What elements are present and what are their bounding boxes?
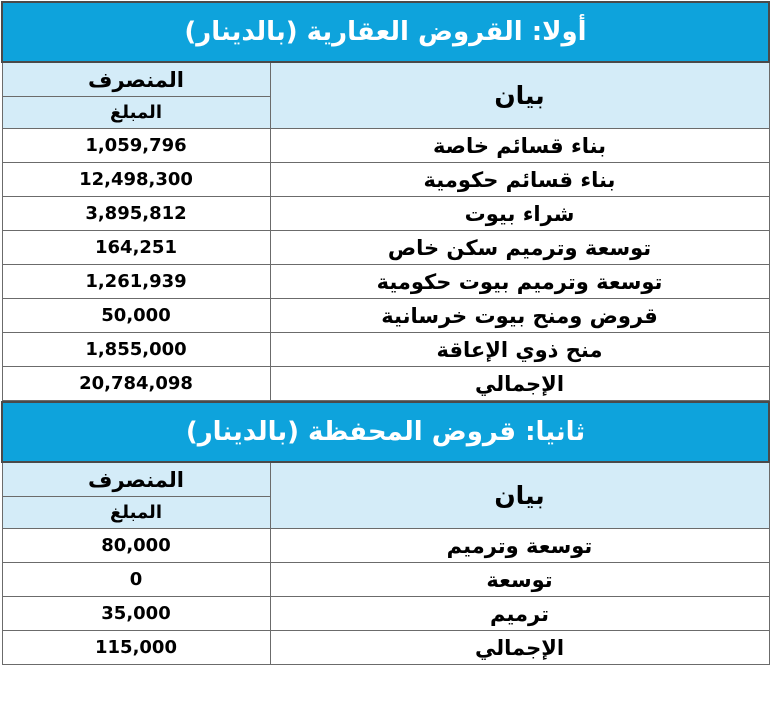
section1-title: أولا: القروض العقارية (بالدينار) <box>2 2 769 62</box>
section2-header-row <box>2 462 769 497</box>
table-row <box>2 597 769 631</box>
table-row <box>2 197 769 231</box>
amount-header: المنصرف <box>2 62 270 97</box>
label-header: بيان <box>270 462 769 529</box>
real-estate-loans-table <box>1 1 770 401</box>
table-row <box>2 299 769 333</box>
total-label-cell: الإجمالي <box>270 367 769 401</box>
section2-title-row <box>2 402 769 462</box>
amount-cell: 1,261,939 <box>2 265 270 299</box>
table-row <box>2 529 769 563</box>
total-amount-cell: 115,000 <box>2 631 270 665</box>
label-cell: قروض ومنح بيوت خرسانية <box>270 299 769 333</box>
amount-cell: 3,895,812 <box>2 197 270 231</box>
amount-subheader: المبلغ <box>2 497 270 529</box>
amount-subheader: المبلغ <box>2 97 270 129</box>
total-row <box>2 367 769 401</box>
total-row <box>2 631 769 665</box>
label-header: بيان <box>270 62 769 129</box>
total-label-cell: الإجمالي <box>270 631 769 665</box>
amount-cell: 164,251 <box>2 231 270 265</box>
table-row <box>2 265 769 299</box>
label-cell: بناء قسائم خاصة <box>270 129 769 163</box>
table-row <box>2 333 769 367</box>
amount-header: المنصرف <box>2 462 270 497</box>
label-cell: ترميم <box>270 597 769 631</box>
label-cell: توسعة وترميم سكن خاص <box>270 231 769 265</box>
label-cell: شراء بيوت <box>270 197 769 231</box>
section1-header-row <box>2 62 769 97</box>
label-cell: منح ذوي الإعاقة <box>270 333 769 367</box>
label-cell: توسعة وترميم <box>270 529 769 563</box>
table-row <box>2 163 769 197</box>
amount-cell: 50,000 <box>2 299 270 333</box>
table-row <box>2 129 769 163</box>
amount-cell: 80,000 <box>2 529 270 563</box>
portfolio-loans-table <box>1 401 770 665</box>
amount-cell: 35,000 <box>2 597 270 631</box>
total-amount-cell: 20,784,098 <box>2 367 270 401</box>
table-row <box>2 231 769 265</box>
amount-cell: 0 <box>2 563 270 597</box>
amount-cell: 1,855,000 <box>2 333 270 367</box>
loans-report <box>1 1 768 665</box>
label-cell: توسعة <box>270 563 769 597</box>
amount-cell: 1,059,796 <box>2 129 270 163</box>
label-cell: توسعة وترميم بيوت حكومية <box>270 265 769 299</box>
label-cell: بناء قسائم حكومية <box>270 163 769 197</box>
table-row <box>2 563 769 597</box>
amount-cell: 12,498,300 <box>2 163 270 197</box>
section1-title-row <box>2 2 769 62</box>
section2-title: ثانيا: قروض المحفظة (بالدينار) <box>2 402 769 462</box>
